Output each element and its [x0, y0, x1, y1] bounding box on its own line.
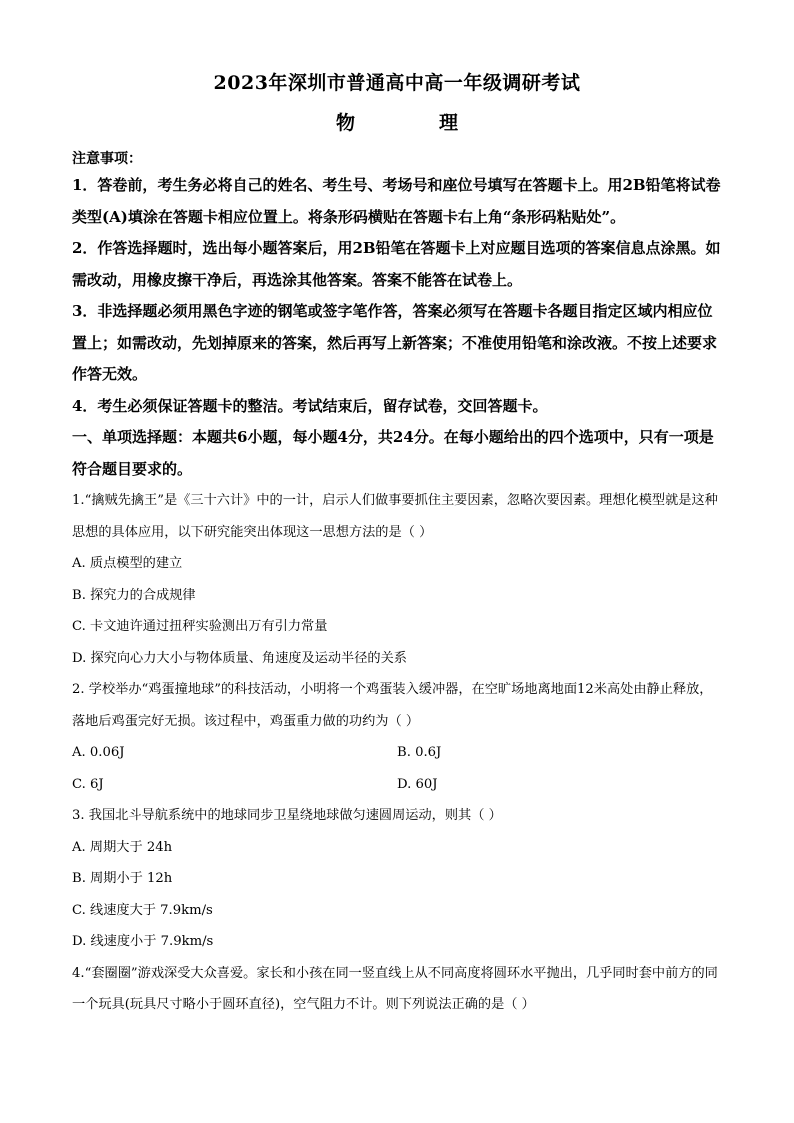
question-1-option-d: D. 探究向心力大小与物体质量、角速度及运动半径的关系 — [72, 650, 407, 666]
subject-title — [72, 108, 722, 138]
notice-item-3: 3．非选择题必须用黑色字迹的钢笔或签字笔作答，答案必须写在答题卡各题目指定区域内相应位置上；如需改动，先划掉原来的答案，然后再写上新答案；不准使用铅笔和涂改液。不按上述要求作答无效。 — [72, 302, 718, 383]
question-2-option-a: A. 0.06J — [72, 745, 125, 760]
question-2-option-d: D. 60J — [397, 776, 438, 792]
exam-page — [72, 68, 722, 1021]
question-1-stem: 1.“擒贼先擒王”是《三十六计》中的一计，启示人们做事要抓住主要因素，忽略次要因素。理想化模型就是这种思想的具体应用，以下研究能突出体现这一思想方法的是（ ） — [72, 493, 718, 540]
question-2-option-b: B. 0.6J — [397, 745, 442, 760]
notice-heading: 注意事项： — [72, 151, 142, 167]
question-2-stem: 2. 学校举办“鸡蛋撞地球”的科技活动，小明将一个鸡蛋装入缓冲器，在空旷场地离地面12米高处由静止释放，落地后鸡蛋完好无损。该过程中，鸡蛋重力做的功约为（ ） — [72, 682, 713, 729]
notice-item-2: 2．作答选择题时，选出每小题答案后，用2B铅笔在答题卡上对应题目选项的答案信息点涂黑。如需改动，用橡皮擦干净后，再选涂其他答案。答案不能答在试卷上。 — [72, 239, 721, 289]
subject-char-1: 物 — [335, 112, 355, 134]
question-3-option-d: D. 线速度小于 7.9km/s — [72, 934, 214, 949]
question-1-option-b: B. 探究力的合成规律 — [72, 587, 196, 603]
question-2-options-row-1 — [72, 737, 722, 769]
subject-char-2: 理 — [439, 112, 459, 134]
question-3-option-c: C. 线速度大于 7.9km/s — [72, 902, 213, 918]
section-heading: 一、单项选择题：本题共6小题，每小题4分，共24分。在每小题给出的四个选项中，只有一项是符合题目要求的。 — [72, 428, 714, 478]
question-3-stem: 3. 我国北斗导航系统中的地球同步卫星绕地球做匀速圆周运动，则其（ ） — [72, 808, 502, 823]
notice-item-1: 1．答卷前，考生务必将自己的姓名、考生号、考场号和座位号填写在答题卡上。用2B铅笔将试卷类型(A)填涂在答题卡相应位置上。将条形码横贴在答题卡右上角“条形码粘贴处”。 — [72, 176, 721, 226]
exam-title: 2023年深圳市普通高中高一年级调研考试 — [213, 72, 581, 94]
question-2-option-c: C. 6J — [72, 776, 104, 792]
notice-item-4: 4．考生必须保证答题卡的整洁。考试结束后，留存试卷，交回答题卡。 — [72, 396, 548, 415]
question-4-stem: 4.“套圈圈”游戏深受大众喜爱。家长和小孩在同一竖直线上从不同高度将圆环水平抛出，几乎同时套中前方的同一个玩具(玩具尺寸略小于圆环直径)，空气阻力不计。则下列说法正确的是（ ） — [72, 965, 718, 1012]
question-1-option-a: A. 质点模型的建立 — [72, 556, 183, 571]
question-3-option-a: A. 周期大于 24h — [72, 839, 173, 855]
question-1-option-c: C. 卡文迪许通过扭秤实验测出万有引力常量 — [72, 619, 328, 634]
question-3-option-b: B. 周期小于 12h — [72, 871, 173, 886]
question-2-options-row-2 — [72, 769, 722, 801]
